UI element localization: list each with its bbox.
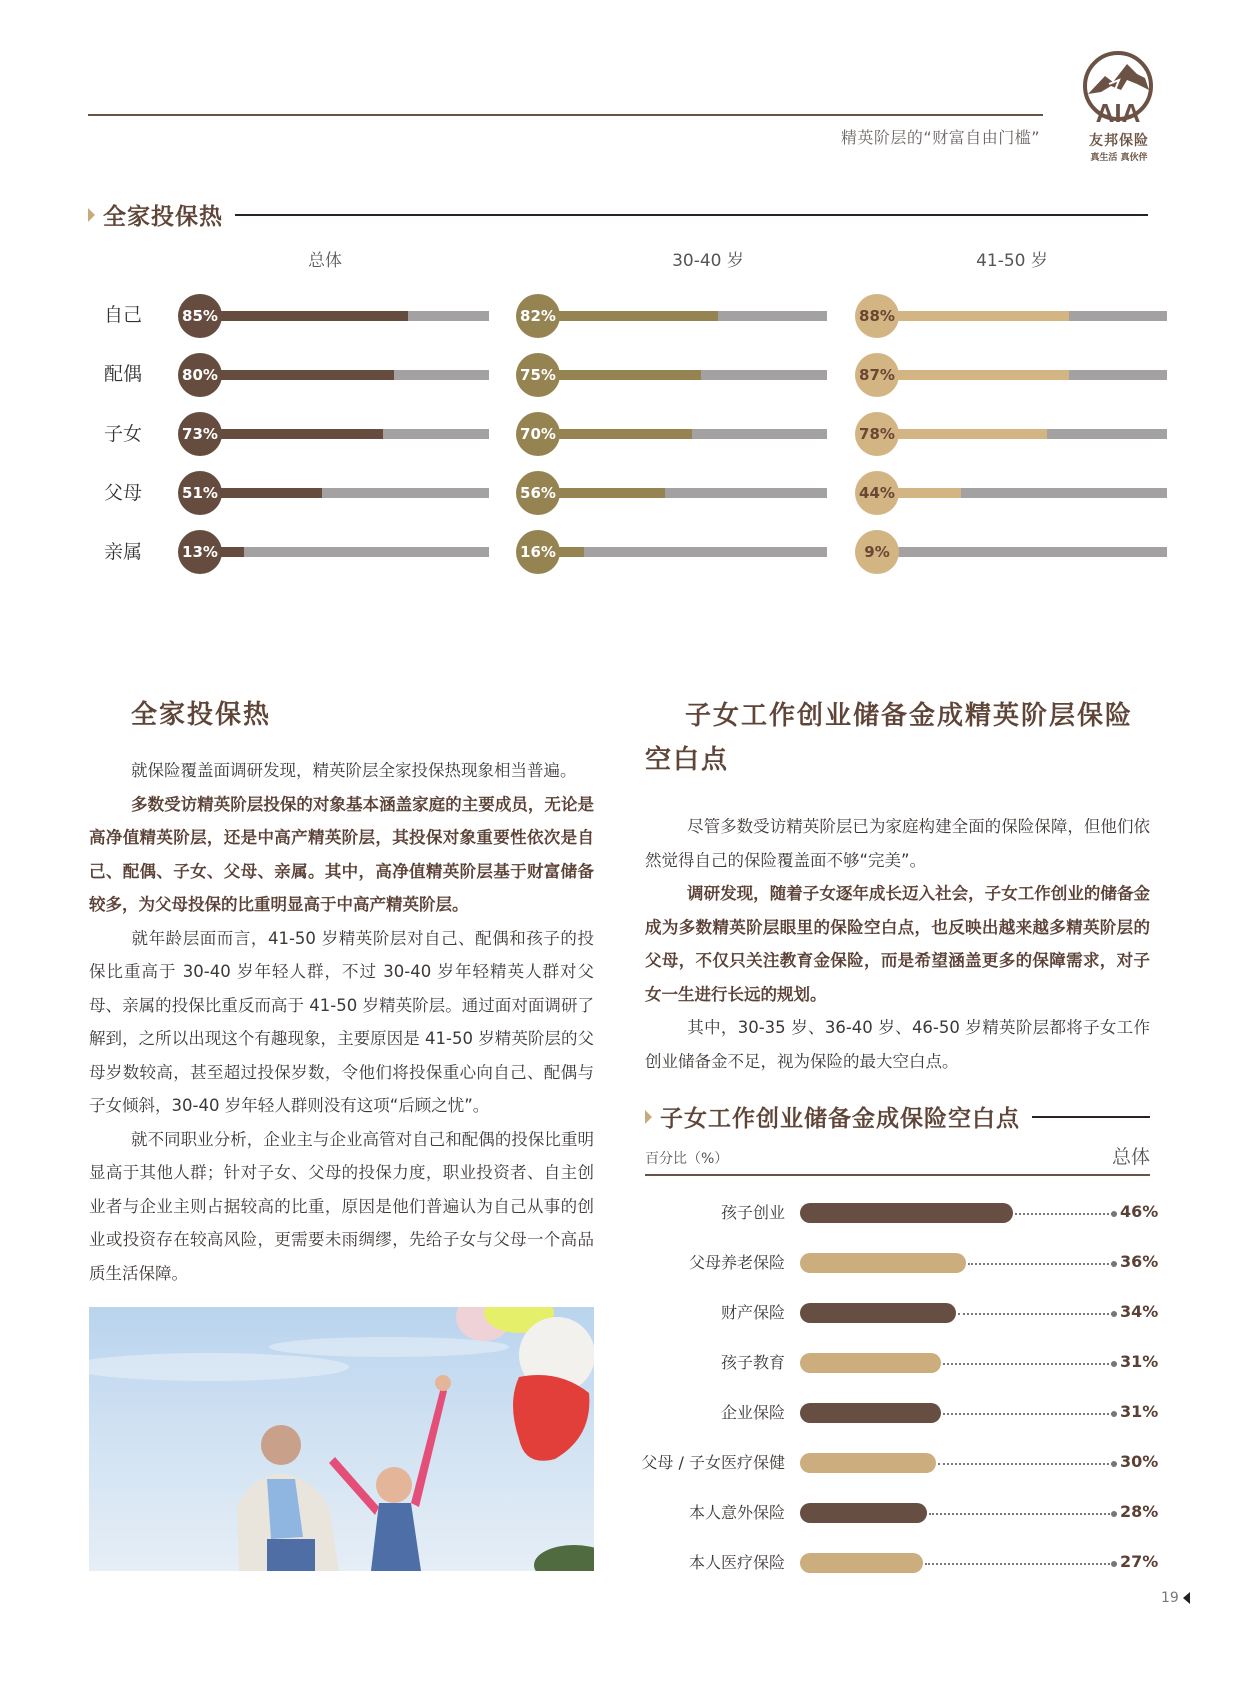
bar-value: 31% (1120, 1402, 1159, 1421)
bar-label: 孩子创业 (720, 1203, 785, 1222)
chevron-right-icon (645, 1110, 652, 1124)
bar-value: 36% (1120, 1252, 1159, 1271)
value-badge: 56% (516, 471, 560, 515)
bar-label: 父母养老保险 (688, 1253, 785, 1272)
running-title: 精英阶层的“财富自由门槛” (840, 128, 1040, 147)
bar-value: 34% (1120, 1302, 1159, 1321)
leader-dots (938, 1463, 1117, 1465)
value-badge: 13% (178, 530, 222, 574)
paragraph: 就保险覆盖面调研发现，精英阶层全家投保热现象相当普遍。 (131, 761, 577, 780)
bar-label: 企业保险 (720, 1403, 785, 1422)
bar-value: 31% (1120, 1352, 1159, 1371)
column-header-30-40: 30-40 岁 (672, 251, 744, 271)
bar-label: 本人意外保险 (688, 1503, 785, 1522)
paragraph: 尽管多数受访精英阶层已为家庭构建全面的保险保障，但他们依然觉得自己的保险覆盖面不够“完美”。 (645, 817, 1150, 870)
bar-value: 27% (1120, 1552, 1159, 1571)
header-rule (88, 114, 1043, 116)
value-badge: 82% (516, 294, 560, 338)
section1-rule (235, 214, 1148, 216)
chart-row (645, 1551, 1175, 1575)
leader-dots (929, 1513, 1117, 1515)
aia-logo (1075, 50, 1161, 163)
value-badge: 80% (178, 353, 222, 397)
paragraph-emphasis: 调研发现，随着子女逐年成长迈入社会，子女工作创业的储备金成为多数精英阶层眼里的保险空白点，也反映出越来越多精英阶层的父母，不仅只关注教育金保险，而是希望涵盖更多的保障需求，对子女一生进行长远的规划。 (645, 884, 1150, 1004)
leader-dots (1015, 1213, 1117, 1215)
section2-header (645, 1100, 1150, 1133)
chart2-rule (645, 1174, 1150, 1176)
leader-dots (943, 1413, 1117, 1415)
family-balloons-photo (89, 1307, 594, 1571)
right-article-heading: 子女工作创业储备金成精英阶层保险空白点 (645, 701, 1134, 775)
leader-dots (943, 1363, 1117, 1365)
section1-title: 全家投保热 (103, 204, 223, 230)
value-badge: 73% (178, 412, 222, 456)
value-badge: 16% (516, 530, 560, 574)
chart-row (645, 1251, 1175, 1275)
row-label-parents: 父母 (104, 482, 143, 504)
bar (800, 1203, 1013, 1223)
chart-row (645, 1401, 1175, 1425)
value-badge: 44% (855, 471, 899, 515)
row-label-children: 子女 (104, 423, 143, 445)
series-label-total: 总体 (1111, 1146, 1150, 1168)
left-article-body (89, 754, 594, 1290)
right-article-body (645, 810, 1150, 1078)
paragraph: 就不同职业分析，企业主与企业高管对自己和配偶的投保比重明显高于其他人群；针对子女、父母的投保力度，职业投资者、自主创业者与企业主则占据较高的比重，原因是他们普遍认为自己从事的创业或投资存在较高风险，更需要未雨绸缪，先给子女与父母一个高品质生活保障。 (89, 1129, 594, 1283)
section2-rule (1032, 1116, 1150, 1118)
bar-label: 孩子教育 (720, 1353, 785, 1372)
value-badge: 88% (855, 294, 899, 338)
section2-title: 子女工作创业储备金成保险空白点 (660, 1106, 1020, 1132)
column-header-41-50: 41-50 岁 (976, 251, 1048, 271)
page-number: 19 (1161, 1590, 1190, 1606)
section1-header (88, 198, 1148, 231)
chevron-right-icon (88, 208, 95, 222)
leader-dots (958, 1313, 1117, 1315)
bar (800, 1303, 956, 1323)
row-label-relatives: 亲属 (104, 541, 143, 563)
value-badge: 70% (516, 412, 560, 456)
chart-row (645, 1351, 1175, 1375)
bar (800, 1503, 927, 1523)
logo-tagline: 真生活 真伙伴 (1090, 153, 1148, 163)
value-badge: 87% (855, 353, 899, 397)
photo-illustration (89, 1307, 594, 1571)
chart-row (645, 1201, 1175, 1225)
paragraph-emphasis: 多数受访精英阶层投保的对象基本涵盖家庭的主要成员，无论是高净值精英阶层，还是中高产精英阶层，其投保对象重要性依次是自己、配偶、子女、父母、亲属。其中，高净值精英阶层基于财富储备较多，为父母投保的比重明显高于中高产精英阶层。 (89, 794, 594, 914)
bar-label: 父母 / 子女医疗保健 (641, 1453, 785, 1472)
paragraph: 就年龄层面而言，41-50 岁精英阶层对自己、配偶和孩子的投保比重高于 30-40 岁年轻人群，不过 30-40 岁年轻精英人群对父母、亲属的投保比重反而高于 41-50 岁精英阶层。通过面对面调研了解到，之所以出现这个有趣现象，主要原因是 41-50 岁精英阶层的父母岁数较高，甚至超过投保岁数，令他们将投保重心向自己、配偶与子女倾斜，30-40 岁年轻人群则没有这项“后顾之忧”。 (89, 928, 594, 1115)
row-label-self: 自己 (104, 304, 143, 326)
svg-text:AIA: AIA (1095, 98, 1141, 128)
value-badge: 75% (516, 353, 560, 397)
value-badge: 78% (855, 412, 899, 456)
paragraph: 其中，30-35 岁、36-40 岁、46-50 岁精英阶层都将子女工作创业储备金不足，视为保险的最大空白点。 (645, 1018, 1150, 1071)
value-badge: 85% (178, 294, 222, 338)
left-article-heading: 全家投保热 (131, 700, 272, 730)
triangle-left-icon (1183, 1592, 1190, 1604)
mountain-logo-icon (1075, 50, 1161, 130)
bar-label: 财产保险 (720, 1303, 785, 1322)
row-label-spouse: 配偶 (104, 363, 143, 385)
bar-label: 本人医疗保险 (688, 1553, 785, 1572)
bar-chart-coverage-gaps (641, 1201, 1175, 1601)
axis-label: 百分比（%） (645, 1151, 729, 1167)
bar (800, 1453, 936, 1473)
chart-row (645, 1301, 1175, 1325)
leader-dots (925, 1563, 1117, 1565)
bar (800, 1553, 923, 1573)
bar (800, 1403, 941, 1423)
value-badge: 51% (178, 471, 222, 515)
bar-value: 30% (1120, 1452, 1159, 1471)
chart-row (641, 1451, 1175, 1475)
leader-dots (968, 1263, 1117, 1265)
bar-value: 46% (1120, 1202, 1159, 1221)
column-header-total: 总体 (308, 251, 342, 271)
bar (800, 1353, 941, 1373)
bar-value: 28% (1120, 1502, 1159, 1521)
value-badge: 9% (855, 530, 899, 574)
chart-row (645, 1501, 1175, 1525)
logo-name: 友邦保险 (1089, 133, 1149, 149)
bar (800, 1253, 966, 1273)
